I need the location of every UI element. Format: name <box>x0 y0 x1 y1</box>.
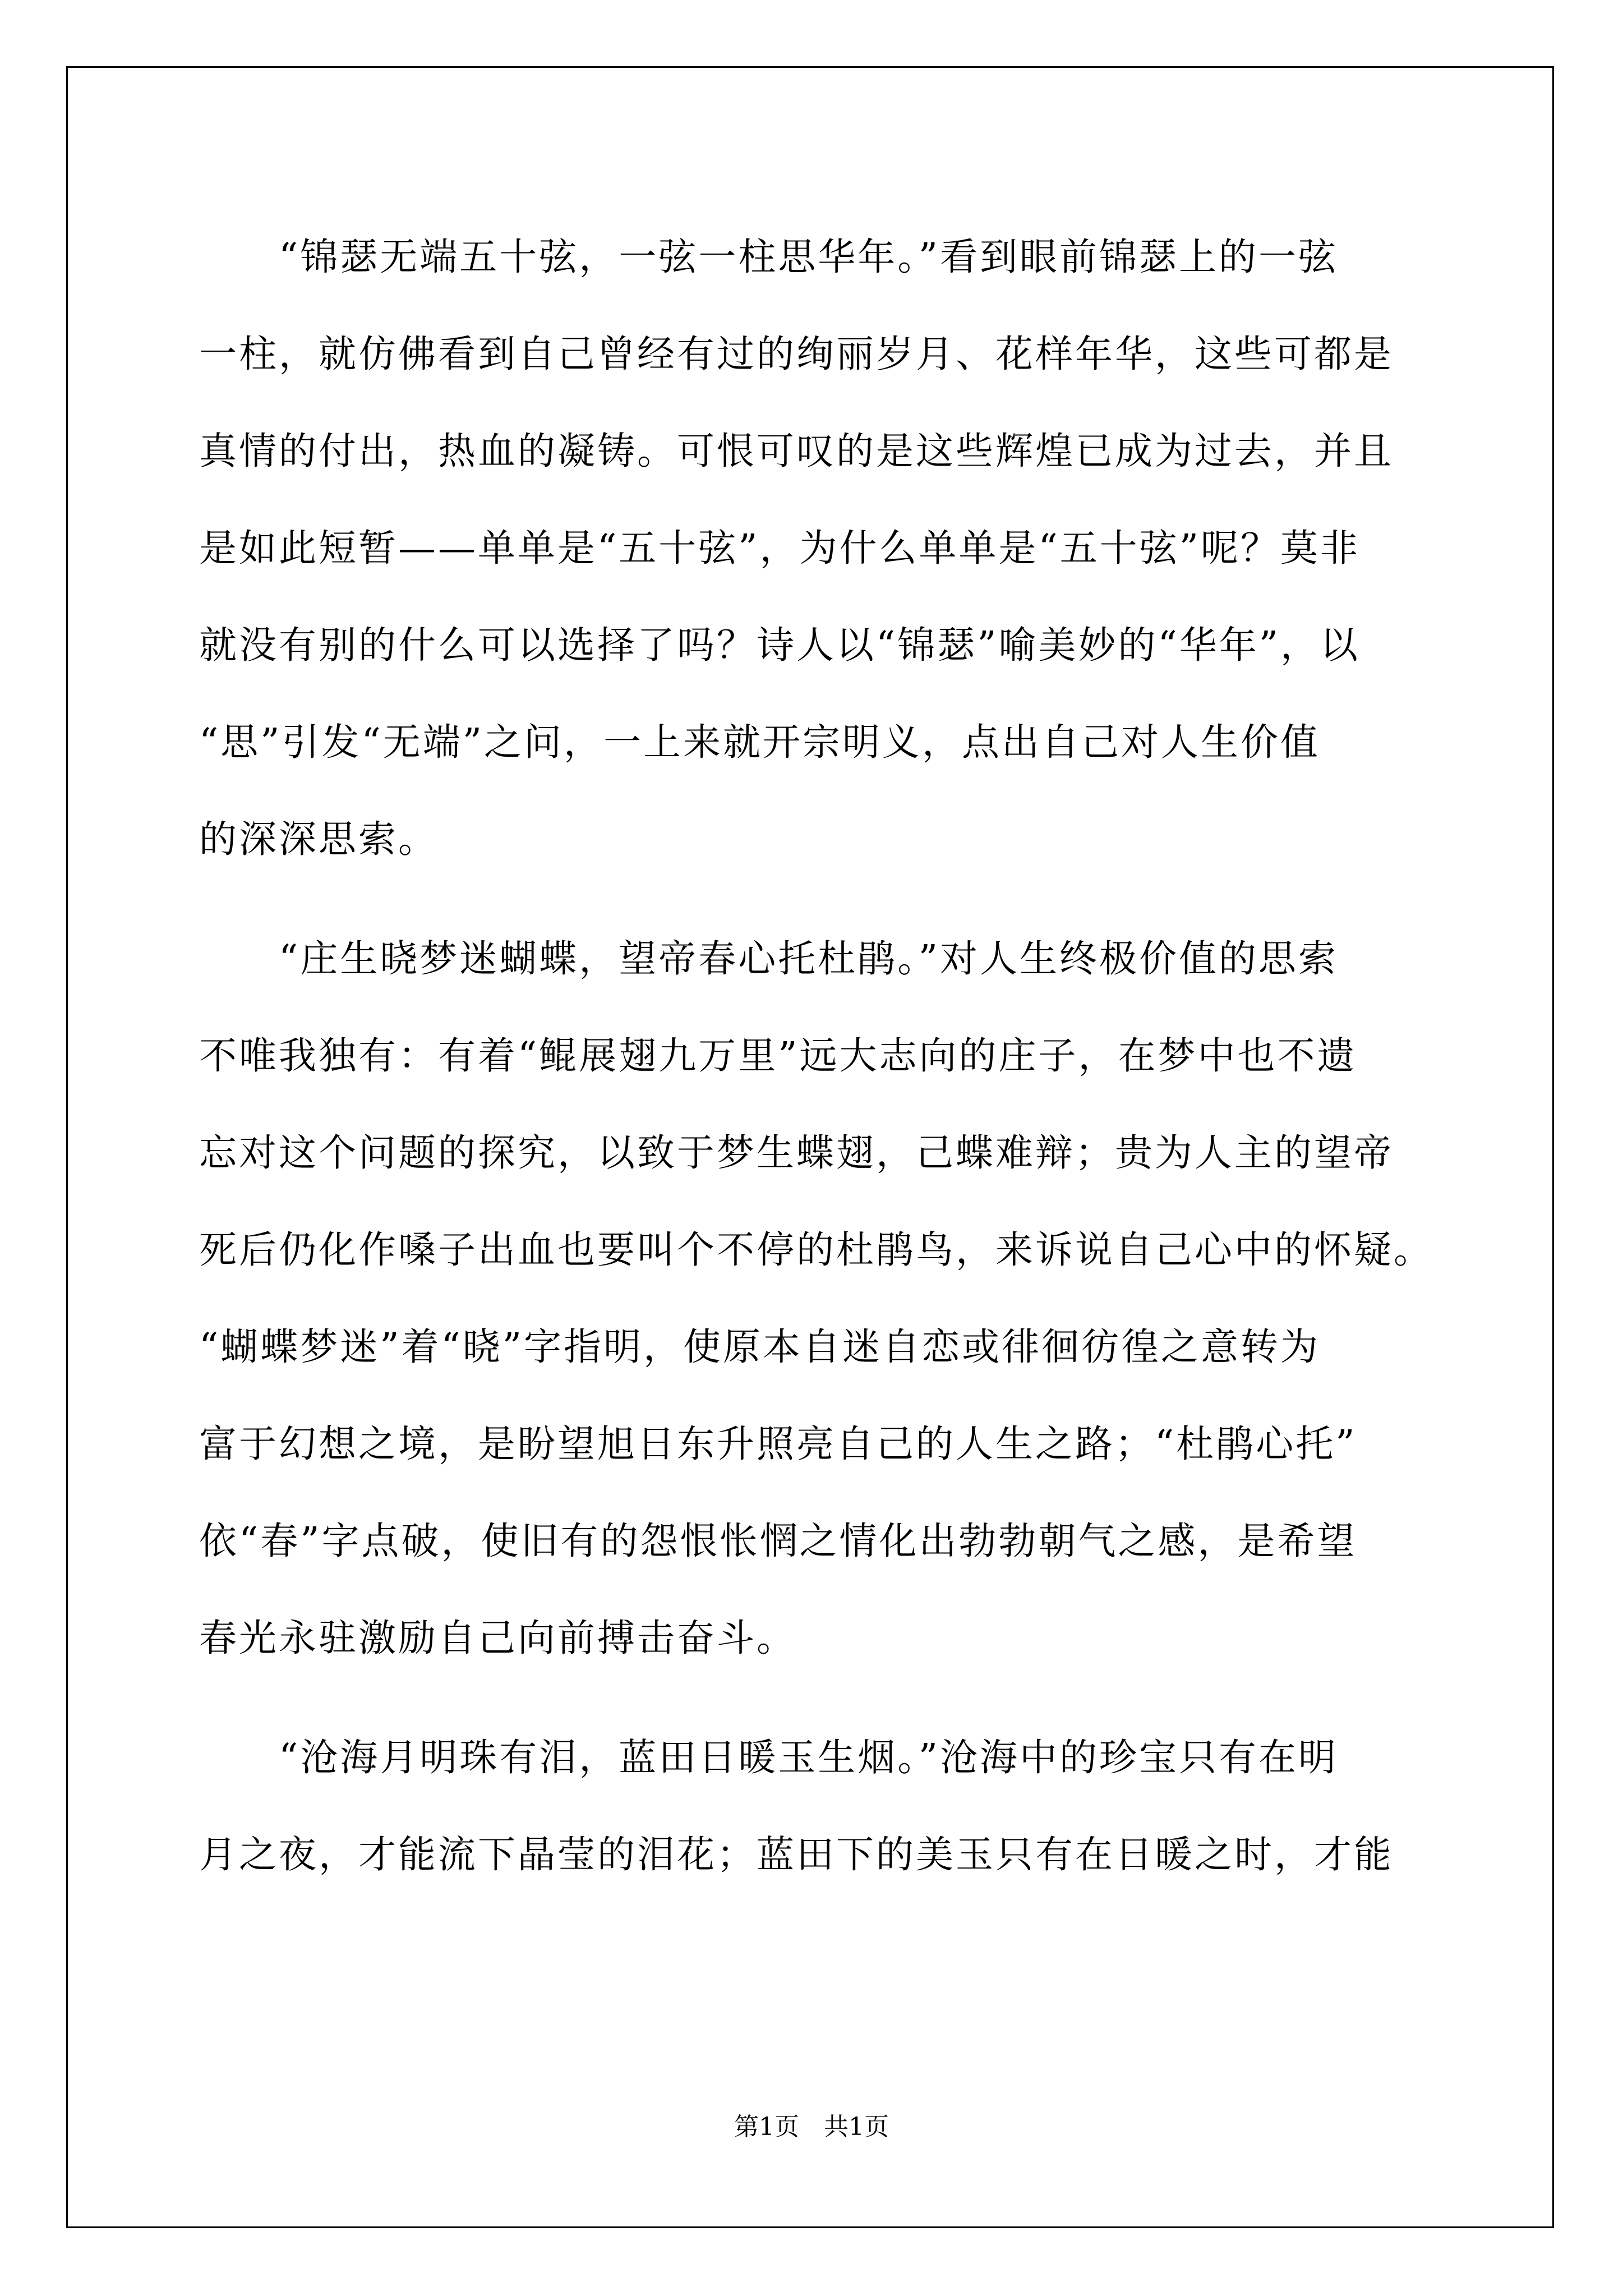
text-line: “思”引发“无端”之问，一上来就开宗明义，点出自己对人生价值 <box>199 720 1321 764</box>
page-number: 第1页 共1页 <box>734 2113 889 2141</box>
paragraph-spacer <box>199 1687 1433 1709</box>
text-line: “锦瑟无端五十弦，一弦一柱思华年。”看到眼前锦瑟上的一弦 <box>199 235 1339 279</box>
text-line: “沧海月明珠有泪，蓝田日暖玉生烟。”沧海中的珍宝只有在明 <box>199 1736 1339 1779</box>
text-line: “蝴蝶梦迷”着“晓”字指明，使原本自迷自恋或徘徊彷徨之意转为 <box>199 1325 1321 1369</box>
text-line: 月之夜，才能流下晶莹的泪花；蓝田下的美玉只有在日暖之时，才能 <box>199 1833 1394 1876</box>
text-line: 富于幻想之境，是盼望旭日东升照亮自己的人生之路；“杜鹃心托” <box>199 1422 1357 1466</box>
text-line: 真情的付出，热血的凝铸。可恨可叹的是这些辉煌已成为过去，并且 <box>199 429 1394 473</box>
text-line: 死后仍化作嗓子出血也要叫个不停的杜鹃鸟，来诉说自己心中的怀疑。 <box>199 1228 1433 1272</box>
text-line: 一柱，就仿佛看到自己曾经有过的绚丽岁月、花样年华，这些可都是 <box>199 332 1394 376</box>
text-line: 不唯我独有：有着“鲲展翅九万里”远大志向的庄子，在梦中也不遗 <box>199 1034 1357 1078</box>
paragraph-3 <box>199 1709 1433 1903</box>
paragraph-2 <box>199 910 1433 1687</box>
text-line: 春光永驻激励自己向前搏击奋斗。 <box>199 1616 796 1660</box>
text-line: 是如此短暂——单单是“五十弦”，为什么单单是“五十弦”呢？莫非 <box>199 526 1361 570</box>
paragraph-spacer <box>199 888 1433 910</box>
text-line: “庄生晓梦迷蝴蝶，望帝春心托杜鹃。”对人生终极价值的思索 <box>199 937 1339 981</box>
page-footer <box>0 2110 1623 2144</box>
document-body <box>199 209 1433 1903</box>
text-line: 就没有别的什么可以选择了吗？诗人以“锦瑟”喻美妙的“华年”，以 <box>199 623 1361 667</box>
paragraph-1 <box>199 209 1433 888</box>
text-line: 忘对这个问题的探究，以致于梦生蝶翅，己蝶难辩；贵为人主的望帝 <box>199 1131 1394 1175</box>
text-line: 的深深思索。 <box>199 817 438 861</box>
text-line: 依“春”字点破，使旧有的怨恨怅惘之情化出勃勃朝气之感，是希望 <box>199 1519 1357 1563</box>
